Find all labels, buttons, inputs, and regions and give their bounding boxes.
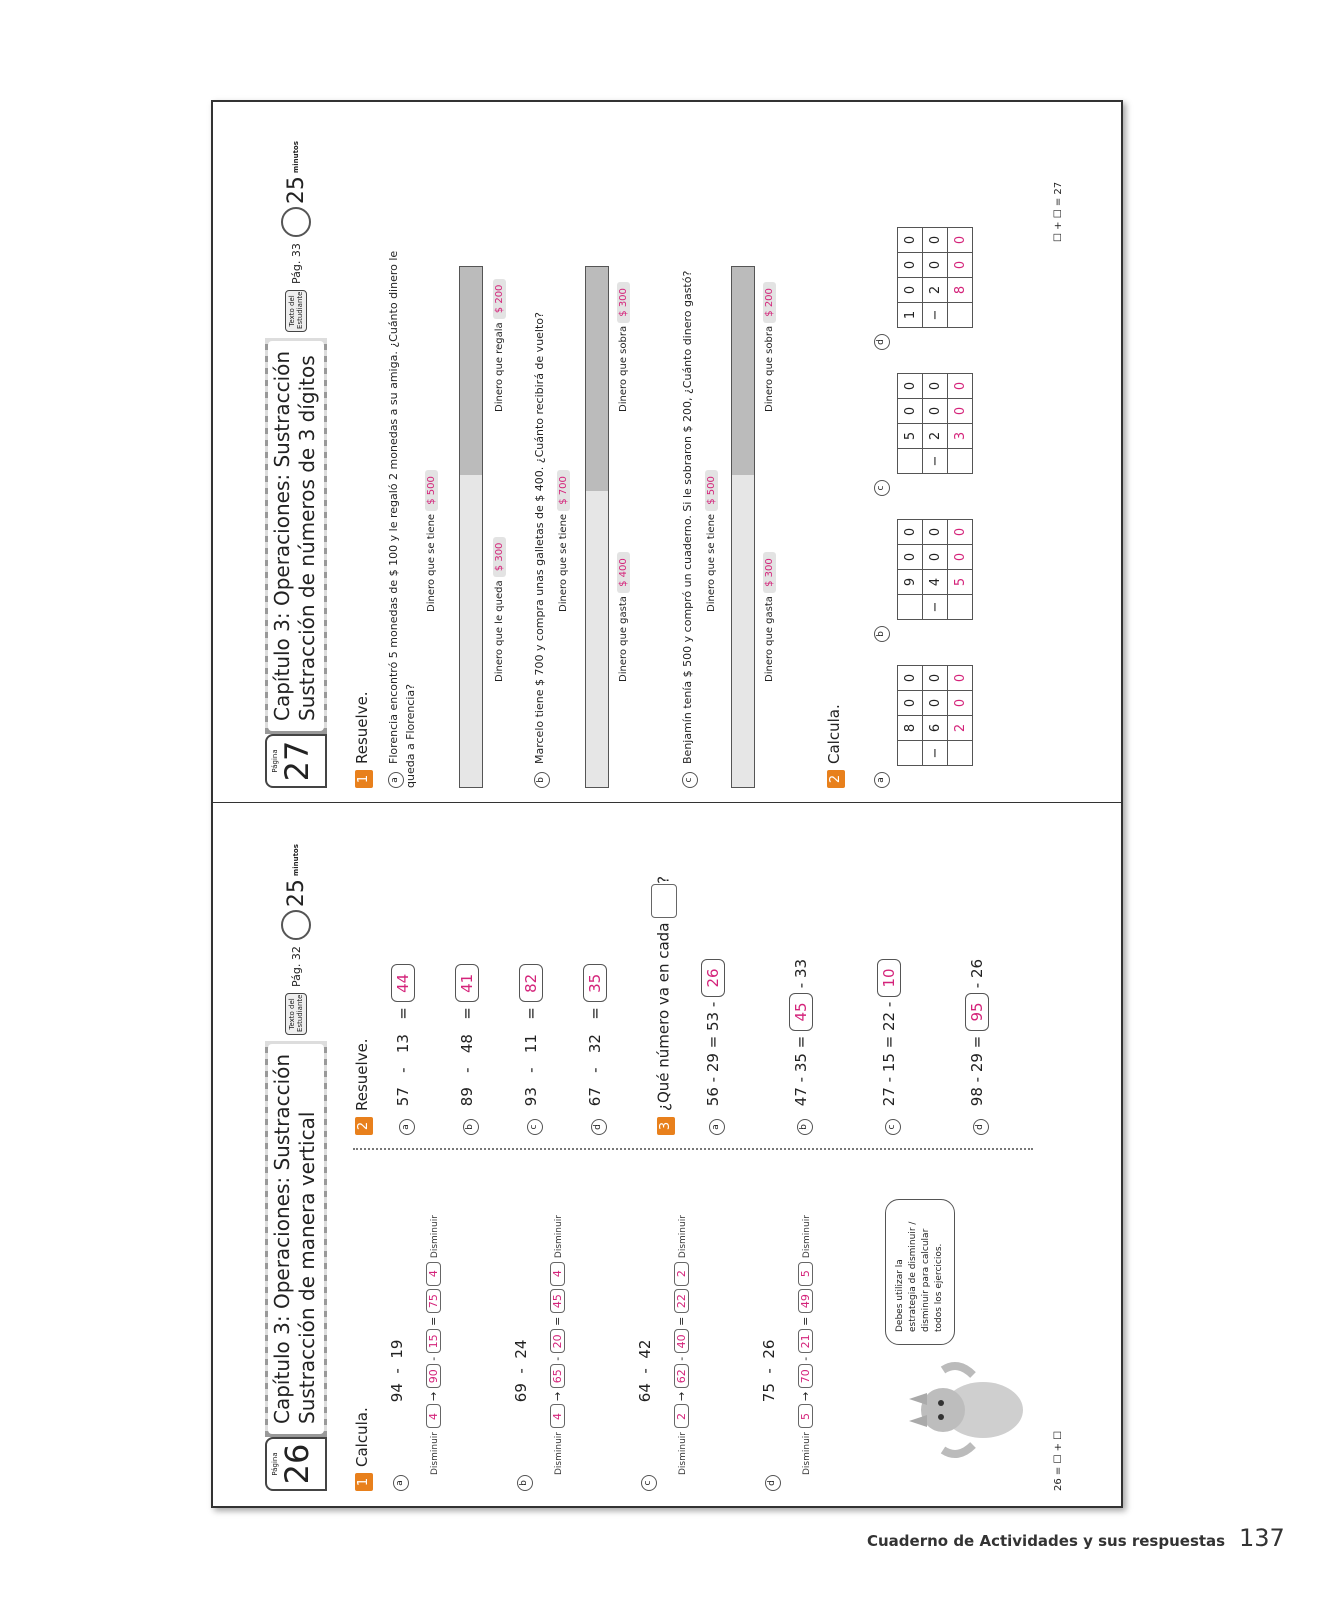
missing-number-item: a 56 - 29 = 53 - 26 <box>701 959 725 1135</box>
disminuir-row: Disminuir 5 → 70 - 21 = 49 5 Disminuir <box>799 1215 812 1475</box>
answer-box: 62 <box>674 1364 689 1388</box>
book-credit: Cuaderno de Actividades y sus respuestas <box>867 1532 1226 1550</box>
subtraction-grid: 1 0 0 0 − 2 0 0 8 0 0 <box>897 227 973 328</box>
answer-box: 95 <box>965 993 989 1031</box>
page-number-tab: Página 26 <box>265 1437 327 1491</box>
blank-box-icon <box>651 884 677 918</box>
answer-box: 70 <box>798 1364 813 1388</box>
answer-box: 15 <box>426 1329 441 1353</box>
result-box: 49 <box>798 1289 813 1313</box>
answer-box: 45 <box>789 993 813 1031</box>
title-box <box>265 338 327 734</box>
top-label: Dinero que se tiene $ 500 <box>705 470 718 612</box>
right-label: Dinero que sobra $ 200 <box>763 282 776 412</box>
resuelve-item: b 89 - 48 = 41 <box>455 964 479 1135</box>
lesson-title: Sustracción de números de 3 dígitos <box>295 355 319 721</box>
resuelve-item: d 67 - 32 = 35 <box>583 964 607 1135</box>
answer-box: 44 <box>391 964 415 1002</box>
missing-number-item: d 98 - 29 = 95 - 26 <box>965 959 989 1135</box>
page-footer: ☐ + ☐ = 27 <box>1053 181 1064 242</box>
tape-diagram-c <box>731 266 755 788</box>
column-divider <box>353 1148 1033 1150</box>
result-box: 45 <box>550 1289 565 1313</box>
answer-box: 90 <box>426 1364 441 1388</box>
calc-item: c 64 - 42 <box>636 1340 657 1491</box>
subtraction-grid: 9 0 0 − 4 0 0 5 0 0 <box>897 519 973 620</box>
result-box: 22 <box>674 1289 689 1313</box>
answer-box: 35 <box>583 964 607 1002</box>
page-reference: Pág. 32 <box>289 946 303 987</box>
resuelve-item: c 93 - 11 = 82 <box>519 964 543 1135</box>
step-box: 4 <box>550 1405 565 1429</box>
problem-b-text: bMarcelo tiene $ 700 y compra unas galletas de $ 400. ¿Cuánto recibirá de vuelto? <box>533 312 550 788</box>
missing-number-item: b 47 - 35 = 45 - 33 <box>789 959 813 1135</box>
answer-box: 10 <box>877 959 901 997</box>
answer-box: 41 <box>455 964 479 1002</box>
answer-box: 21 <box>798 1329 813 1353</box>
calc-item: b 69 - 24 <box>512 1340 533 1491</box>
problem-c-text: cBenjamín tenía $ 500 y compró un cuaderno. Si le sobraron $ 200, ¿Cuánto dinero gastó? <box>681 271 698 788</box>
grid-letter: b <box>873 618 890 642</box>
timer-minutes: 25 <box>283 176 309 205</box>
disminuir-row: Disminuir 4 → 65 - 20 = 45 4 Disminuir <box>551 1215 564 1475</box>
left-label: Dinero que gasta $ 400 <box>617 552 630 682</box>
speech-bubble: Debes utilizar la estrategia de disminuir / disminuir para calcular todos los ejercicios. <box>885 1199 955 1345</box>
page-footer: 26 = ☐ + ☐ <box>1053 1430 1064 1491</box>
missing-number-item: c 27 - 15 = 22 - 10 <box>877 959 901 1135</box>
page-number: 27 <box>278 740 316 782</box>
title-box <box>265 1041 327 1437</box>
answer-box: 65 <box>550 1364 565 1388</box>
disminuir-row: Disminuir 2 → 62 - 40 = 22 2 Disminuir <box>675 1215 688 1475</box>
page-number-tab: Página 27 <box>265 734 327 788</box>
open-workbook <box>211 100 1123 1508</box>
lesson-title: Sustracción de manera vertical <box>295 1111 319 1424</box>
step-box: 4 <box>426 1405 441 1429</box>
alarm-clock-icon <box>281 207 311 237</box>
page-number: 26 <box>278 1443 316 1485</box>
section-2-title: 2Resuelve. <box>353 1038 373 1135</box>
resuelve-item: a 57 - 13 = 44 <box>391 964 415 1135</box>
page-27 <box>213 102 1121 802</box>
top-label: Dinero que se tiene $ 700 <box>557 470 570 612</box>
subtraction-grid: 5 0 0 − 2 0 0 3 0 0 <box>897 373 973 474</box>
page-26 <box>213 803 1121 1505</box>
left-label: Dinero que le queda $ 300 <box>493 537 506 682</box>
section-3-title: 3¿Qué número va en cada ? <box>651 876 677 1135</box>
timer-minutes: 25 <box>283 879 309 908</box>
book-icon: Texto del Estudiante <box>285 993 307 1035</box>
tape-diagram-a <box>459 266 483 788</box>
answer-box: 20 <box>550 1329 565 1353</box>
chapter-title: Capítulo 3: Operaciones: Sustracción <box>270 350 294 721</box>
step-box: 2 <box>674 1405 689 1429</box>
right-label: Dinero que sobra $ 300 <box>617 282 630 412</box>
calc-item: d 75 - 26 <box>760 1340 781 1491</box>
problem-a-text: aFlorencia encontró 5 monedas de $ 100 y le regaló 2 monedas a su amiga. ¿Cuánto dinero le queda a Florencia? <box>387 250 417 788</box>
subtraction-grid: 8 0 0 − 6 0 0 2 0 0 <box>897 665 973 766</box>
right-label: Dinero que regala $ 200 <box>493 279 506 412</box>
section-1-title: 1Calcula. <box>353 1407 373 1491</box>
page-reference: Pág. 33 <box>289 243 303 284</box>
grid-letter: a <box>873 764 890 788</box>
left-label: Dinero que gasta $ 300 <box>763 552 776 682</box>
grid-letter: d <box>873 326 890 350</box>
wolf-mascot-icon <box>903 1355 1043 1465</box>
chapter-title: Capítulo 3: Operaciones: Sustracción <box>270 1053 294 1424</box>
alarm-clock-icon <box>281 910 311 940</box>
book-page-number: 137 <box>1239 1524 1285 1552</box>
book-icon: Texto del Estudiante <box>285 290 307 332</box>
step-box: 5 <box>798 1262 813 1286</box>
disminuir-row: Disminuir 4 → 90 - 15 = 75 4 Disminuir <box>427 1215 440 1475</box>
result-box: 75 <box>426 1289 441 1313</box>
step-box: 2 <box>674 1262 689 1286</box>
step-box: 4 <box>426 1262 441 1286</box>
section-2-title: 2Calcula. <box>825 704 845 788</box>
tape-diagram-b <box>585 266 609 788</box>
calc-item: a 94 - 19 <box>388 1340 409 1491</box>
answer-box: 40 <box>674 1329 689 1353</box>
answer-box: 26 <box>701 959 725 997</box>
step-box: 5 <box>798 1405 813 1429</box>
step-box: 4 <box>550 1262 565 1286</box>
answer-box: 82 <box>519 964 543 1002</box>
grid-letter: c <box>873 472 890 496</box>
section-1-title: 1Resuelve. <box>353 691 373 788</box>
top-label: Dinero que se tiene $ 500 <box>425 470 438 612</box>
page-header: Página 26 Capítulo 3: Operaciones: Sustracción Sustracción de manera vertical Texto del Estudiante Pág. 32 25 minutos <box>265 844 327 1491</box>
page-header: Página 27 Capítulo 3: Operaciones: Sustracción Sustracción de números de 3 dígitos Texto del Estudiante Pág. 33 25 minutos <box>265 141 327 788</box>
